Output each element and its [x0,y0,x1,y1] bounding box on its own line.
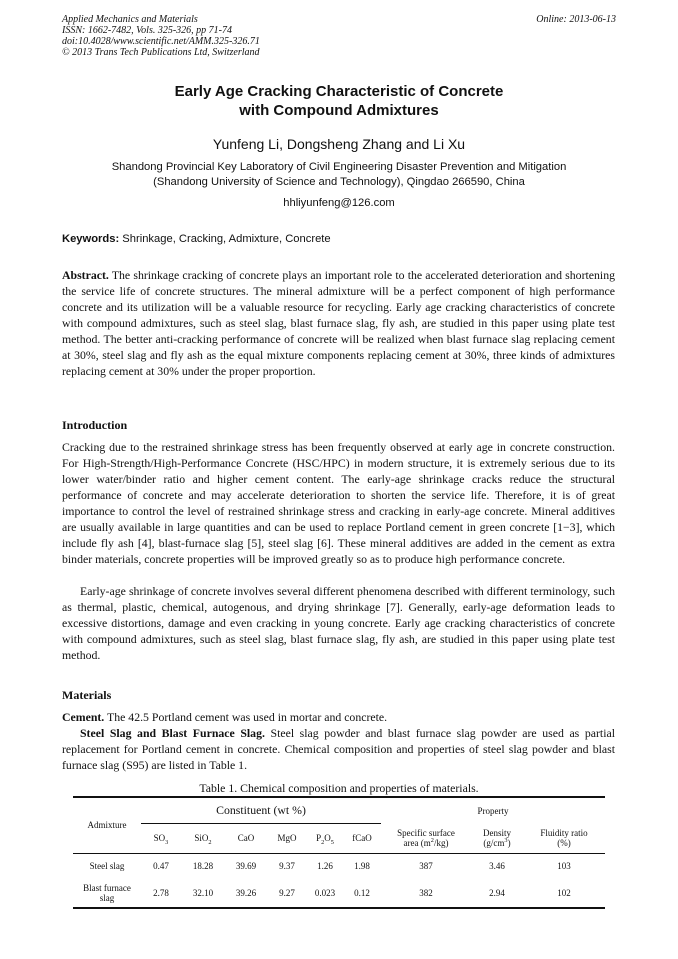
cell-sio2: 18.28 [192,860,214,871]
specific-surface-header: Specific surface area $(m^2/kg)$ [381,823,471,853]
cell-p2o5: 0.023 [307,878,343,908]
sio2-header: SiO$_2$ [181,823,225,853]
property-header: Property [381,797,605,823]
table-header-row-1 [73,797,605,823]
authors: Yunfeng Li, Dongsheng Zhang and Li Xu [212,136,466,152]
copyright: © 2013 Trans Tech Publications Ltd, Switzerland [62,47,260,58]
cell-fluidity: 102 [523,878,605,908]
cement-paragraph [62,709,615,725]
constituent-header: Constituent (wt %) [141,797,381,823]
journal-name: Applied Mechanics and Materials [62,14,198,25]
fluidity-header: Fluidity ratio (%) [523,823,605,853]
table-row [73,853,605,878]
cement-label: Cement. [62,710,105,724]
introduction-paragraph-2: Early-age shrinkage of concrete involves several different phenomena described with different terminology, such as thermal, plastic, chemical, autogenous, and drying shrinkage [7]. Generally, early-age deformation leads to excessive distortions, damage and even cracking in young concrete. Early age cracking characteristics of concrete with compound admixtures, such as steel slag, blast furnace slag, fly ash, are studied in this paper using plate test method. [62,584,615,662]
keywords-text: Shrinkage, Cracking, Admixture, Concrete [119,233,331,245]
title-line-1: Early Age Cracking Characteristic of Concrete [174,83,504,100]
table-header-row-2 [73,823,605,853]
cao-header: CaO [225,823,267,853]
keywords [62,232,331,246]
fcao-header: fCaO [343,823,381,853]
cell-ssa: 387 [419,860,433,871]
admixture-header: Admixture [73,797,141,853]
cell-p2o5: 1.26 [317,860,333,871]
cell-mgo: 9.27 [267,878,307,908]
introduction-paragraph-1: Cracking due to the restrained shrinkage stress has been frequently observed at early age in concrete construction. For High-Strength/High-Performance Concrete (HSC/HPC) in modern structure, it is extremely serious due to its lower water/binder ratio and higher cement content. The early-age shrinkage cracks reduce the structural performance of concrete and may accelerate deterioration to shorten the service life. Therefore, it is of great importance to control the level of restrained shrinkage stress and cracking in early-age concrete. Mineral additives are usually available in large quantities and can be used to replace Portland cement in green concrete [1−3], which include fly ash [4], blast-furnace slag [5], steel slag [6]. These mineral additives are added in the cement as extra binder materials, concrete properties will be improved greatly so as to produce high performance concrete. [62,440,615,566]
cell-fcao: 1.98 [354,860,370,871]
table-caption: Table 1. Chemical composition and properties of materials. [199,781,479,795]
density-header: Density $(g/cm^3)$ [471,823,523,853]
title-line-2: with Compound Admixtures [239,102,439,119]
keywords-label: Keywords: [62,233,120,245]
affiliation-line-2: (Shandong University of Science and Technology), Qingdao 266590, China [153,176,525,188]
cell-density: 2.94 [471,878,523,908]
materials-heading: Materials [62,688,112,702]
mgo-header: MgO [267,823,307,853]
doi[interactable]: doi:10.4028/www.scientific.net/AMM.325-326.71 [62,36,260,47]
p2o5-header: $P_2O_5$ [307,823,343,853]
abstract-text: The shrinkage cracking of concrete plays an important role to the accelerated deterioration and shortening the service life of concrete structures. The mineral admixture will be a perfect component of high performance concrete and its utilization will be a valuable resource for recycling. Early age cracking characteristics of concrete with compound admixtures, such as steel slag, blast furnace slag, fly ash, are studied in this paper using plate test method. The better anti-cracking performance of concrete will be realized when blast furnace slag replacing cement at 30%, steel slag and fly ash as the equal mixture components replacing cement at 30%, three kinds of admixtures replacing cement at 30% under the proper proportion. [62,268,615,378]
table-row [73,878,605,908]
cell-cao: 39.69 [235,860,257,871]
cell-so3: 2.78 [141,878,181,908]
materials-table [73,796,605,909]
cell-sio2: 32.10 [181,878,225,908]
author-email[interactable]: hhliyunfeng@126.com [283,197,395,209]
abstract-label: Abstract. [62,268,109,282]
cell-fcao: 0.12 [343,878,381,908]
affiliation-line-1: Shandong Provincial Key Laboratory of Civil Engineering Disaster Prevention and Mitigation [111,161,567,173]
cell-ssa: 382 [381,878,471,908]
affiliation [62,160,616,190]
cement-text: The 42.5 Portland cement was used in mortar and concrete. [104,710,388,724]
abstract [62,267,615,379]
cell-so3: 0.47 [153,860,169,871]
cell-mgo: 9.37 [279,860,295,871]
paper-title [62,82,616,120]
slag-paragraph [62,725,615,773]
row-name: Steel slag [89,860,125,871]
slag-label: Steel Slag and Blast Furnace Slag. [80,726,265,740]
so3-header: $SO_3$ [141,823,181,853]
slag-text: Steel slag powder and blast furnace slag powder are used as partial replacement for Portland cement in concrete. Chemical composition and properties of steel slag powder and blast furnace slag (S95) are listed in Table 1. [62,726,615,772]
row-name: Blast furnace slag [73,878,141,908]
issn: ISSN: 1662-7482, Vols. 325-326, pp 71-74 [62,25,232,36]
cell-density: 3.46 [489,860,505,871]
introduction-heading: Introduction [62,418,128,432]
online-date: Online: 2013-06-13 [536,14,616,25]
cell-fluidity: 103 [557,860,571,871]
journal-meta [62,14,260,58]
cell-cao: 39.26 [225,878,267,908]
